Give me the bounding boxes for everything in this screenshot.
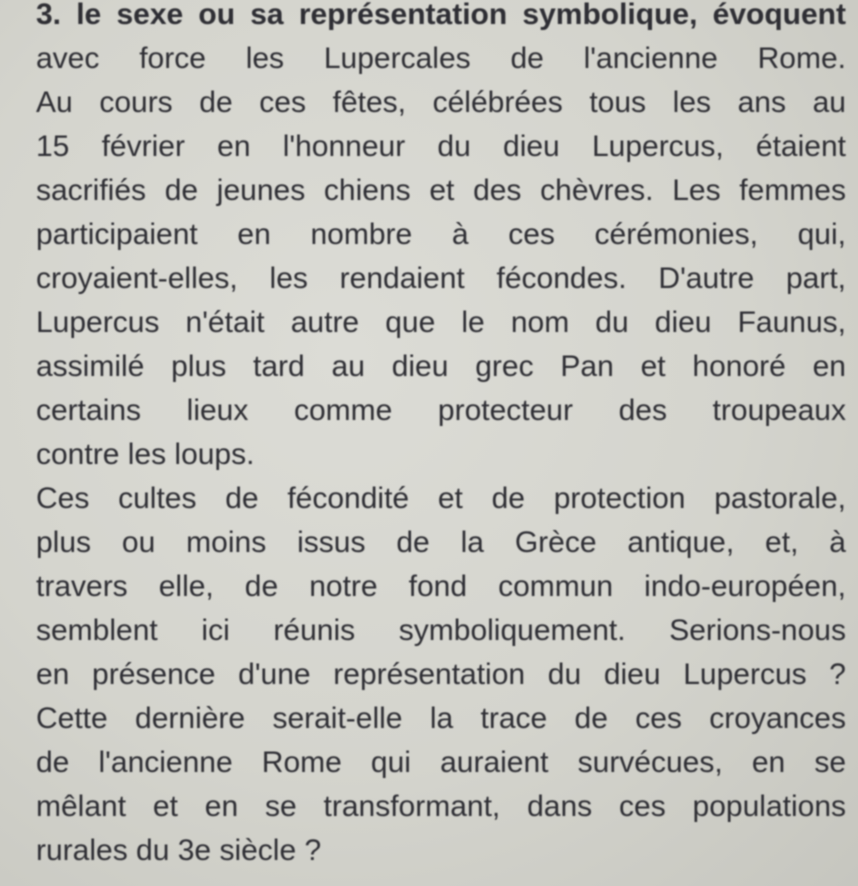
text-line: croyaient-elles, les rendaient fécondes. D'autre part, (36, 262, 846, 295)
text-line: travers elle, de notre fond commun indo-européen, (36, 570, 846, 603)
text-line: rurales du 3e siècle ? (36, 834, 322, 867)
text-line: Au cours de ces fêtes, célébrées tous les ans au (36, 86, 846, 119)
text-line: Ces cultes de fécondité et de protection pastorale, (36, 482, 846, 515)
text-line: Cette dernière serait-elle la trace de ces croyances (36, 702, 846, 735)
text-line: semblent ici réunis symboliquement. Serions-nous (36, 614, 846, 647)
text-line: 3. le sexe ou sa représentation symbolique, évoquent (36, 0, 846, 31)
text-line: Lupercus n'était autre que le nom du dieu Faunus, (36, 306, 846, 339)
text-line: participaient en nombre à ces cérémonies, qui, (36, 218, 846, 251)
text-line: certains lieux comme protecteur des troupeaux (36, 394, 846, 427)
text-line: en présence d'une représentation du dieu Lupercus ? (36, 658, 846, 691)
text-line: sacrifiés de jeunes chiens et des chèvres. Les femmes (36, 174, 846, 207)
text-line: plus ou moins issus de la Grèce antique, et, à (36, 526, 846, 559)
text-line: de l'ancienne Rome qui auraient survécues, en se (36, 746, 846, 779)
text-line: 15 février en l'honneur du dieu Lupercus, étaient (36, 130, 846, 163)
text-line: assimilé plus tard au dieu grec Pan et honoré en (36, 350, 846, 383)
text-line: contre les loups. (36, 438, 255, 471)
text-line: mêlant et en se transformant, dans ces populations (36, 790, 846, 823)
text-line: avec force les Lupercales de l'ancienne Rome. (36, 42, 846, 75)
